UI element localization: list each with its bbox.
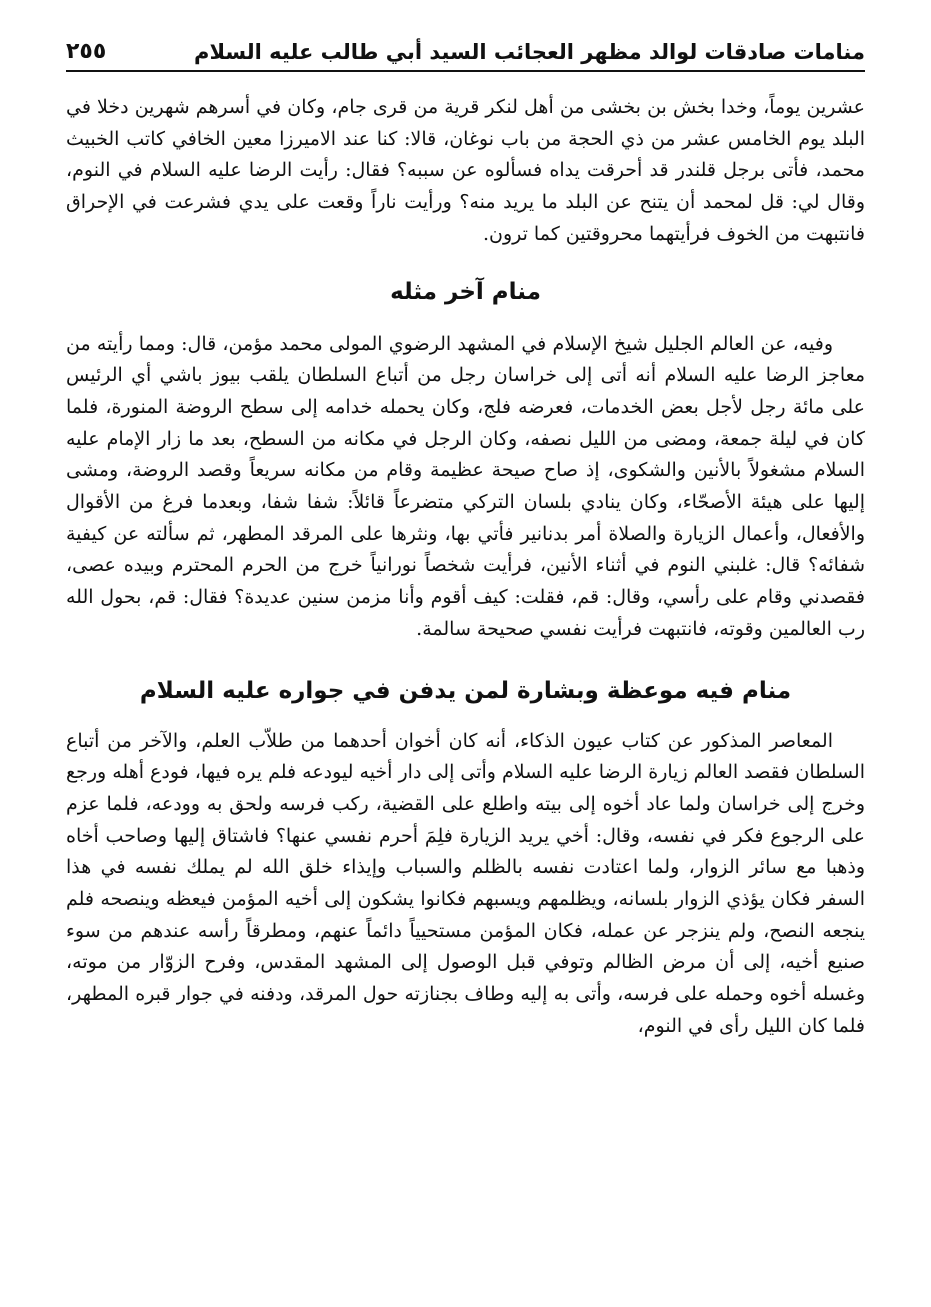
running-title: منامات صادقات لوالد مظهر العجائب السيد أبي طالب عليه السلام: [194, 40, 865, 64]
paragraph-admonition-dream: المعاصر المذكور عن كتاب عيون الذكاء، أنه كان أخوان أحدهما من طلاّب العلم، والآخر من أتباع السلطان فقصد العالم زيارة الرضا عليه السلام وأتى إلى دار أخيه ليودعه فلم يره فيها، فودع أهله ورجع وخرج إلى خراسان ولما عاد أخوه إلى بيته واطلع على القضية، ركب فرسه ولحق به وودعه، فلما عزم على الرجوع فكر في نفسه، وقال: أخي يريد الزيارة فلِمَ أحرم نفسي عنها؟ فاشتاق إليها وصاحب أخاه وذهبا مع سائر الزوار، ولما اعتادت نفسه بالظلم والسباب وإيذاء خلق الله لم يملك نفسه في هذا السفر فكان يؤذي الزوار بلسانه، ويظلمهم ويسبهم فكانوا يشكون إلى أخيه المؤمن فيعظه وينصحه فلم ينجعه النصح، ولم ينزجر عن عمله، فكان المؤمن مستحيياً دائماً عنهم، ومطرقاً رأسه عندهم من سوء صنيع أخيه، إلى أن مرض الظالم وتوفي قبل الوصول إلى المشهد المقدس، وفرح الزوّار من موته، وغسله أخوه وحمله على فرسه، وأتى به إليه وطاف بجنازته حول المرقد، ودفنه في جوار قبره المطهر، فلما كان الليل رأى في النوم،: [65, 729, 865, 1037]
page-body: [66, 92, 865, 1043]
section-heading-admonition-dream: منام فيه موعظة وبشارة لمن يدفن في جواره عليه السلام: [139, 677, 792, 704]
paragraph-another-dream: وفيه، عن العالم الجليل شيخ الإسلام في المشهد الرضوي المولى محمد مؤمن، قال: ومما رأيته من معاجز الرضا عليه السلام أنه أتى إلى خراسان رجل من أتباع السلطان يلقب بيوز باشي أي الرئيس على مائة رجل لأجل بعض الخدمات، فعرضه فلج، وكان يحمله خدامه إلى سطح الروضة المنورة، فلما كان في ليلة جمعة، ومضى من الليل نصفه، وكان الرجل في مكانه من السطح، بعد ما زار الإمام عليه السلام مشغولاً بالأنين والشكوى، إذ صاح صيحة عظيمة وقام من مكانه سريعاً وقصد الروضة، ومشى إليها على هيئة الأصحّاء، وكان ينادي بلسان التركي متضرعاً قائلاً: شفا شفا، وبعدما فرغ من الأقوال والأفعال، وأعمال الزيارة والصلاة أمر بدنانير فأتي بها، ونثرها على المرقد المطهر، ثم سألته عن كيفية شفائه؟ قال: غلبني النوم في أثناء الأنين، فرأيت شخصاً نورانياً خرج من الحرم المحترم وبيده عصى، فقصدني وقام على رأسي، وقال: قم، فقلت: كيف أقوم وأنا مزمن سنين عديدة؟ فقال: قم، بحول الله رب العالمين وقوته، فانتبهت فرأيت نفسي صحيحة سالمة.: [66, 332, 865, 640]
page-header: [66, 30, 865, 72]
page-number: ٢٥٥: [66, 39, 107, 64]
section-heading-another-dream: منام آخر مثله: [390, 278, 541, 305]
paragraph-continuation: عشرين يوماً، وخدا بخش بن بخشى من أهل لنكر قرية من قرى جام، وكان في أسرهم شهرين دخلا في البلد يوم الخامس عشر من ذي الحجة من باب نوغان، قالا: كنا عند الاميرزا معين الخافي كاتب الخبيث محمد، فأتى برجل قلندر قد أحرقت يداه فسألوه عن سببه؟ فقال: رأيت الرضا عليه السلام في النوم، وقال لي: قل لمحمد أن يتنح عن البلد ما يريد منه؟ ورأيت ناراً وقعت على يدي فشرعت في الإحراق فانتبهت من الخوف فرأيتهما محروقتين كما ترون.: [66, 96, 865, 245]
